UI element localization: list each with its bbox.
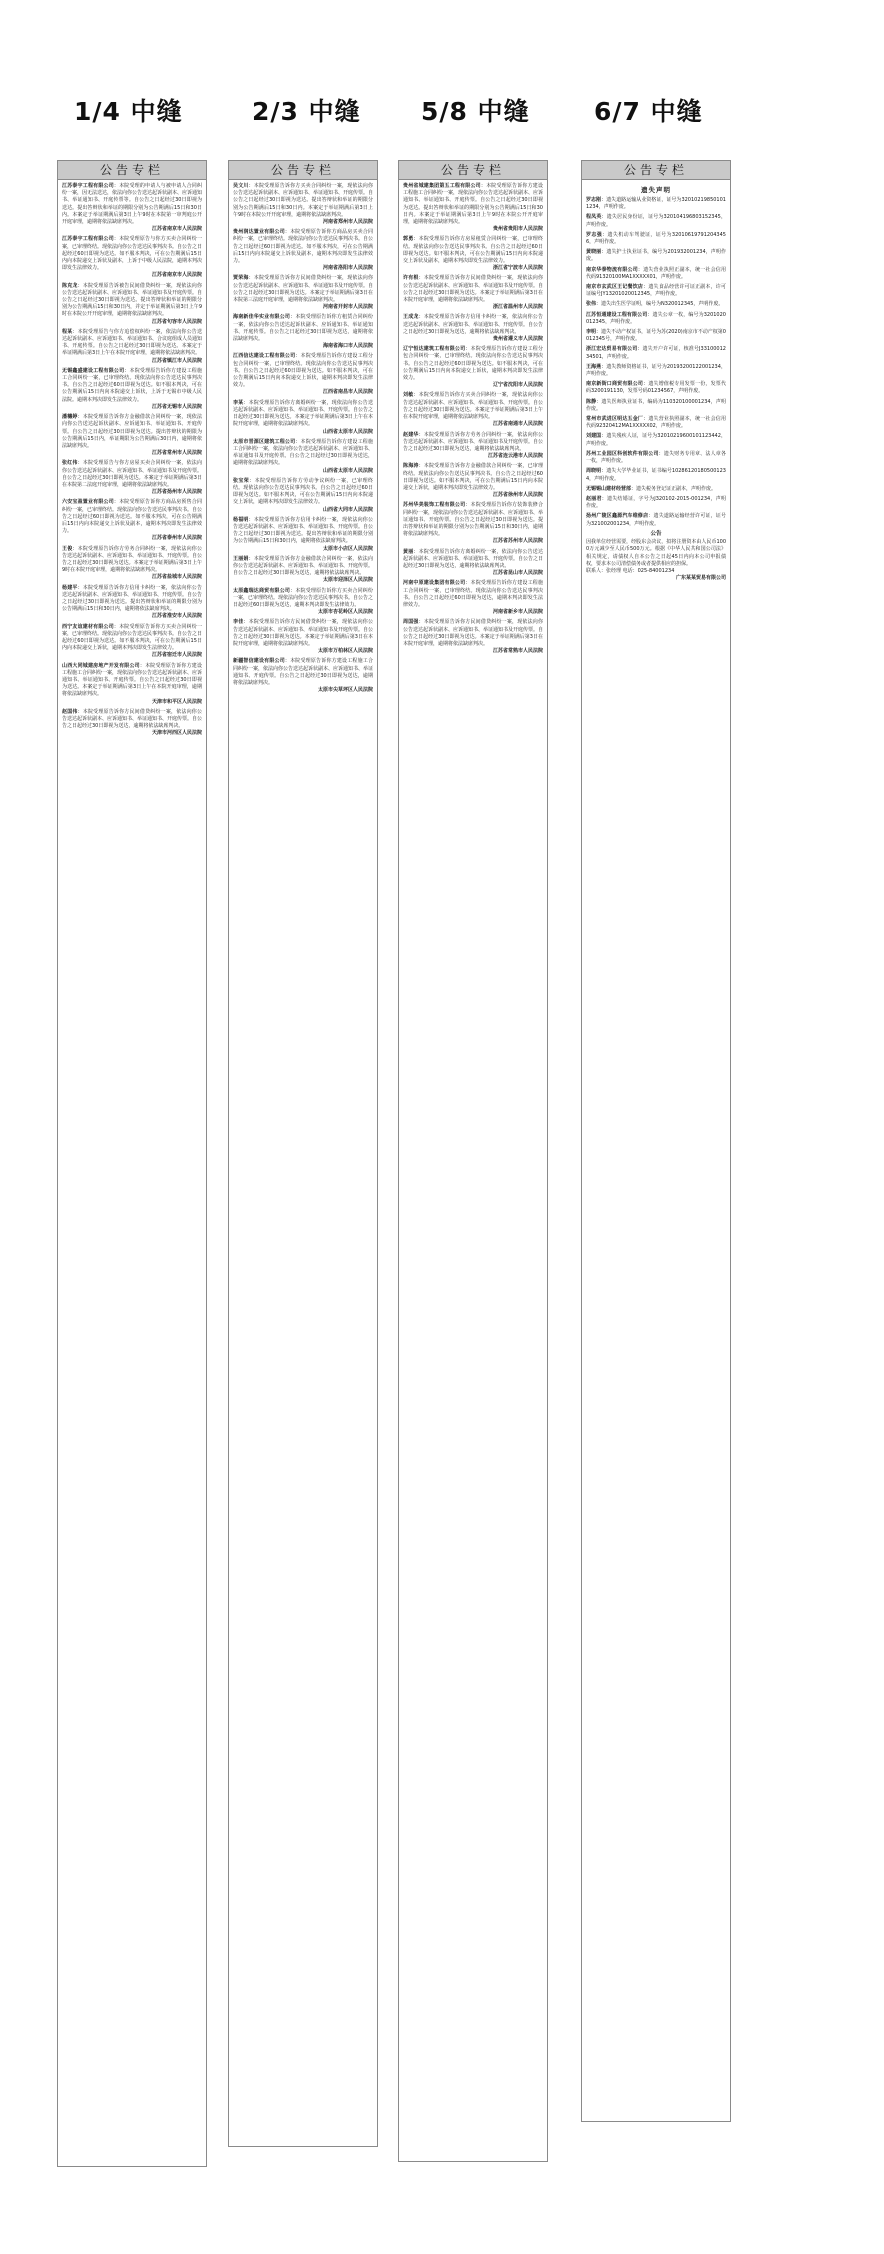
notice-signature: 河南省郑州市人民法院 bbox=[322, 219, 373, 226]
notice-separator: ： bbox=[72, 328, 78, 335]
court-notice bbox=[586, 364, 726, 378]
notice-column-4 bbox=[581, 160, 731, 2122]
court-notice bbox=[586, 496, 726, 510]
notice-recipient: 刘建国 bbox=[586, 433, 602, 440]
notice-separator: ： bbox=[643, 381, 649, 388]
notice-text: 本院受理原告诉你方离婚纠纷一案，现依法向你公告送达起诉状副本、应诉通知书、举证通知书、开庭传票。自公告之日起经过30日即视为送达。本案定于举证期满后第3日上午在本院开庭审理，逾期将依法缺席判决。 bbox=[233, 399, 374, 428]
notice-separator: ： bbox=[113, 623, 120, 630]
notice-text: 本院受理原告诉你方商品房预售合同纠纷一案，已审理终结。现依法向你公告送达民事判决书。自公告之日起经过60日即视为送达。如不服本判决，可在公告期满后15日内向本院递交上诉状及副本，逾期本判决即发生法律效力。 bbox=[62, 499, 203, 535]
notice-title: 公告 bbox=[650, 530, 662, 537]
notice-text: 本院受理原告诉你方信用卡纠纷一案，依法向你公告送达起诉状副本、应诉通知书、举证通知书、开庭传票。自公告之日起经过30日即视为送达，逾期将依法缺席判决。 bbox=[403, 314, 544, 335]
notice-text: 本院受理原告诉你方建设工程施工合同纠纷一案，依法向你公告送达起诉状副本、应诉通知书、举证通知书及开庭传票。自公告之日起经过30日即视为送达，逾期将依法缺席判决。 bbox=[233, 438, 374, 467]
notice-text: 本院受理原告诉你方民间借贷纠纷一案，现依法向你公告送达起诉状副本、应诉通知书、举证通知书及开庭传票。自公告之日起经过30日即视为送达。本案定于举证期满后第3日在本院开庭审理，逾期将依法缺席判决。 bbox=[233, 619, 374, 647]
court-notice bbox=[233, 400, 373, 436]
notice-column-2 bbox=[228, 160, 378, 2147]
notice-signature: 河南省开封市人民法院 bbox=[322, 304, 373, 311]
court-notice bbox=[233, 478, 373, 514]
notice-recipient: 六安宝盈置业有限公司 bbox=[62, 499, 114, 506]
notice-separator: ： bbox=[602, 231, 608, 238]
notice-recipient: 潘穗婷 bbox=[62, 414, 78, 421]
column-header: 公告专栏 bbox=[229, 161, 377, 180]
notice-recipient: 周晓明 bbox=[586, 468, 602, 475]
notice-text: 本院受理原告诉你方买卖合同纠纷一案，已审理终结。现依法向你公告送达民事判决书。自公告之日起经过60日即视为送达，逾期本判决即发生法律效力。 bbox=[233, 587, 374, 608]
notice-recipient: 山西大同城建房地产开发有限公司 bbox=[62, 662, 140, 669]
court-notice bbox=[586, 249, 726, 263]
notice-recipient: 无锡鑫盛建设工程有限公司 bbox=[62, 367, 125, 374]
notice-recipient: 罗志刚 bbox=[586, 197, 602, 203]
notice-signature: 江苏省常熟市人民法院 bbox=[492, 648, 543, 655]
notice-separator: ： bbox=[631, 485, 637, 492]
notice-recipient: 张红伟 bbox=[62, 460, 78, 467]
notice-text: 本院受理原告诉你方民间借贷纠纷一案，依法向你公告送达起诉状副本、应诉通知书、举证通知书、开庭传票。自公告之日起经过30日即视为送达，逾期将依法缺席判决。 bbox=[62, 708, 203, 730]
notice-text: 本院受理原告诉你方建设工程施工合同纠纷一案，已审理终结。现依法向你公告送达民事判决书。自公告之日起经过60日即视为送达，逾期本判决即发生法律效力。 bbox=[403, 580, 543, 608]
notice-text: 遗失大学毕业证书，证书编号102861201805001234，声明作废。 bbox=[586, 468, 726, 482]
notice-signature: 江苏省无锡市人民法院 bbox=[151, 403, 202, 410]
notice-text: 遗失开户许可证，核准号J3310001234501，声明作废。 bbox=[586, 346, 726, 360]
notice-text: 遗失教师资格证书，证号为20193200122001234，声明作废。 bbox=[586, 363, 726, 378]
court-notice bbox=[403, 502, 543, 545]
notice-separator: ： bbox=[601, 495, 607, 502]
notice-recipient: 王海燕 bbox=[586, 363, 602, 370]
notice-text: 本院受理原告诉你方建设工程施工合同纠纷一案，现依法向你公告送达起诉状副本、应诉通知书、举证通知书、开庭传票。自公告之日起经过30日即视为送达。本案定于举证期满后第3日上午在本院开庭审理，逾期将依法缺席判决。 bbox=[62, 662, 203, 698]
notice-recipient: 吴文川 bbox=[233, 183, 249, 189]
notice-text: 遗失道路运输经营许可证，证号为321002001234，声明作废。 bbox=[586, 513, 726, 527]
court-notice bbox=[62, 329, 202, 365]
notice-recipient: 许有根 bbox=[403, 275, 419, 282]
notice-text: 本院受理原告诉你方信用卡纠纷一案，依法向你公告送达起诉状副本、应诉通知书、举证通知书、开庭传票。自公告之日起经过30日即视为送达。提出答辩状和举证的期限分别为公告期满后15日和30日内，逾期将依法缺席判决。 bbox=[62, 584, 203, 613]
court-notice bbox=[403, 275, 543, 311]
court-notice bbox=[586, 513, 726, 527]
notice-signature: 江苏省常州市人民法院 bbox=[151, 450, 202, 457]
notice-separator: ： bbox=[113, 499, 120, 506]
notice-signature: 河南省洛阳市人民法院 bbox=[322, 265, 373, 272]
notice-recipient: 江苏恒通建设工程有限公司 bbox=[586, 311, 648, 318]
notice-text: 本院受理原告与你方买卖合同纠纷一案，已审理终结。现依法向你公告送达民事判决书。自公告之日起经过60日即视为送达。如不服本判决，可在公告期满后15日内向本院递交上诉状及副本，上诉于中级人民法院，逾期本判决即发生法律效力。 bbox=[62, 236, 203, 272]
notice-recipient: 南京华泰物流有限公司 bbox=[586, 266, 638, 273]
notice-separator: ： bbox=[284, 658, 291, 665]
notice-separator: ： bbox=[601, 468, 607, 475]
notice-signature: 太原市小店区人民法院 bbox=[322, 545, 373, 552]
notice-text: 遗失不动产权证书，证号为苏(2020)南京市不动产权第0012345号，声明作废。 bbox=[586, 329, 726, 343]
notice-separator: ： bbox=[596, 398, 602, 405]
notice-recipient: 杨建平 bbox=[62, 584, 78, 591]
notice-separator: ： bbox=[243, 619, 249, 626]
notice-separator: ： bbox=[248, 275, 254, 282]
notice-recipient: 刘敏 bbox=[403, 392, 414, 399]
notice-text: 本院受理原告诉你方建设工程施工合同纠纷一案，现依法向你公告送达起诉状副本、应诉通知书、举证通知书、开庭传票。自公告之日起经过30日即视为送达。提出答辩状和举证的期限分别为公告期满后15日和30日内。本案定于举证期满后第3日上午9时在本院公开开庭审理，逾期将依法缺席判决。 bbox=[403, 183, 544, 226]
notice-separator: ： bbox=[248, 183, 254, 189]
notice-recipient: 陈海涛 bbox=[403, 463, 419, 470]
court-notice bbox=[62, 460, 202, 496]
notice-recipient: 江西信达建设工程有限公司 bbox=[233, 353, 296, 360]
notice-text: 本院受理原告诉你方建设工程分包合同纠纷一案，已审理终结。现依法向你公告送达民事判决书。自公告之日起经过60日即视为送达。如不服本判决，可在公告期满后15日内向本院递交上诉状，逾期本判决即发生法律效力。 bbox=[233, 353, 373, 389]
notice-text: 遗失公章一枚，编号为3201020012345，声明作废。 bbox=[586, 311, 726, 325]
court-notice bbox=[403, 619, 543, 655]
court-notice bbox=[62, 709, 202, 738]
notice-signature: 太原市迎泽区人民法院 bbox=[322, 577, 373, 584]
court-notice bbox=[586, 301, 726, 308]
court-notice bbox=[233, 183, 373, 226]
court-notice bbox=[233, 439, 373, 475]
notice-text: 遗失出生医学证明，编号为N320012345，声明作废。 bbox=[601, 301, 724, 308]
notice-text: 本院受理原告诉你方信用卡纠纷一案，现依法向你公告送达起诉状副本、应诉通知书、举证通知书、开庭传票。自公告之日起经过30日即视为送达。提出答辩状和举证的期限分别为公告期满后15日和30日内，逾期将依法缺席判决。 bbox=[233, 516, 374, 545]
notice-text: 本院受理原告诉你方金融借款合同纠纷一案，已审理终结。现依法向你公告送达民事判决书。自公告之日起经过60日即视为送达。如不服本判决，可在公告期满后15日内向本院递交上诉状，逾期本判决即发生法律效力。 bbox=[403, 463, 543, 491]
notice-recipient: 新疆智信建设有限公司 bbox=[233, 658, 285, 665]
notice-contact: 联系人：张经理 电话：025-84001234 bbox=[586, 568, 675, 575]
notice-text: 本院受理原告诉你方金融借款合同纠纷一案，现依法向你公告送达起诉状副本、应诉通知书、举证通知书、开庭传票。自公告之日起经过30日即视为送达。提出答辩状的期限为公告期满后15日内，举证期限为公告期满后30日内，逾期将依法缺席判决。 bbox=[62, 414, 202, 449]
court-notice bbox=[233, 517, 373, 553]
notice-signature: 江苏省昆山市人民法院 bbox=[492, 570, 543, 577]
court-notice bbox=[233, 556, 373, 585]
notice-separator: ： bbox=[637, 266, 644, 273]
court-notice bbox=[586, 416, 726, 430]
notice-column-1 bbox=[57, 160, 207, 2167]
notice-text: 本院受理原告诉被告民间借贷纠纷一案，现依法向你公告送达起诉状副本、应诉通知书、举证通知书及开庭传票。自公告之日起经过30日即视为送达。提出答辩状和举证的期限分别为公告期满后15日和30日内，并定于举证期满后第3日上午9时在本院公开开庭审理，逾期将依法缺席判决。 bbox=[62, 282, 203, 318]
notice-separator: ： bbox=[418, 619, 424, 626]
notice-text: 本院受理原告诉你方劳动争议纠纷一案，已审理终结。现依法向你公告送达民事判决书。自公告之日起经过60日即视为送达。如不服本判决，可在公告期满后15日内向本院递交上诉状，逾期本判决即发生法律效力。 bbox=[233, 477, 373, 506]
notice-separator: ： bbox=[248, 555, 254, 562]
notice-signature: 天津市河西区人民法院 bbox=[151, 730, 202, 737]
notice-text: 本院受理原告诉你方租赁合同纠纷一案，依法向你公告送达起诉状副本、应诉通知书、举证通知书、开庭传票。自公告之日起经过30日即视为送达，逾期将依法缺席判决。 bbox=[233, 314, 373, 343]
court-notice bbox=[62, 624, 202, 660]
notice-separator: ： bbox=[465, 502, 471, 509]
court-notice bbox=[233, 658, 373, 694]
notice-signature: 江苏省淮安市人民法院 bbox=[151, 613, 202, 620]
notice-text: 本院受理原告诉你方买卖合同纠纷一案，现依法向你公告送达起诉状副本、应诉通知书、举证通知书、开庭传票。自公告之日起经过30日即视为送达。本案定于举证期满后第3日上午在本院开庭审理，逾期将依法缺席判决。 bbox=[403, 392, 544, 421]
notice-recipient: 张宝荣 bbox=[233, 477, 250, 484]
notice-separator: ： bbox=[77, 282, 83, 289]
notice-separator: ： bbox=[418, 463, 424, 470]
notice-separator: ： bbox=[139, 662, 146, 669]
court-notice bbox=[403, 463, 543, 499]
notice-text: 本院受理原告诉你方商品房买卖合同纠纷一案，已审理终结。现依法向你公告送达民事判决书。自公告之日起经过60日即视为送达。如不服本判决，可在公告期满后15日内向本院递交上诉状及副本，逾期本判决即发生法律效力。 bbox=[233, 229, 374, 265]
notice-separator: ： bbox=[601, 197, 607, 203]
notice-separator: ： bbox=[637, 346, 643, 353]
notice-separator: ： bbox=[418, 275, 424, 282]
notice-signature: 江苏省句容市人民法院 bbox=[151, 318, 202, 325]
notice-signature: 江苏省徐州市人民法院 bbox=[492, 492, 543, 499]
notice-signature: 江苏省苏州市人民法院 bbox=[492, 538, 543, 545]
notice-text: 本院受理原告诉你方买卖合同纠纷一案，现依法向你公告送达起诉状副本、应诉通知书、举证通知书、开庭传票。自公告之日起经过30日即视为送达。提出答辩状和举证的期限分别为公告期满后15日和30日内。本案定于举证期满后第3日上午9时在本院公开开庭审理，逾期将依法缺席判决。 bbox=[233, 183, 374, 218]
notice-signature: 江苏省泰州市人民法院 bbox=[151, 535, 202, 542]
court-notice bbox=[586, 451, 726, 465]
column-body bbox=[229, 180, 377, 703]
notice-separator: ： bbox=[601, 249, 607, 256]
court-notice bbox=[586, 399, 726, 413]
notice-signature: 浙江省温州市人民法院 bbox=[492, 304, 543, 311]
court-notice bbox=[403, 549, 543, 578]
notice-signature: 贵州省贵阳市人民法院 bbox=[492, 226, 543, 233]
notice-recipient: 西宁友谊建材有限公司 bbox=[62, 623, 114, 630]
notice-text: 本院受理原告诉你方建设工程施工合同纠纷一案，依法向你公告送达起诉状副本、应诉通知书、举证通知书、开庭传票。自公告之日起经过30日即视为送达，逾期将依法缺席判决。 bbox=[233, 658, 374, 686]
notice-signature: 河南省新乡市人民法院 bbox=[492, 609, 543, 616]
court-notice bbox=[62, 414, 202, 457]
notice-separator: ： bbox=[647, 311, 653, 318]
notice-signature: 太原市尖草坪区人民法院 bbox=[317, 687, 373, 694]
notice-text: 遗失残疾人证，证号为32010219600101123442，声明作废。 bbox=[586, 433, 726, 447]
court-notice bbox=[233, 275, 373, 311]
court-notice bbox=[62, 368, 202, 411]
notice-text: 本院受理原告诉你方金融借款合同纠纷一案，依法向你公告送达起诉状副本、应诉通知书、举证通知书、开庭传票。自公告之日起经过30日即视为送达，逾期将依法缺席判决。 bbox=[233, 555, 374, 577]
court-notice bbox=[586, 232, 726, 246]
notice-separator: ： bbox=[465, 580, 471, 587]
notice-recipient: 陈克龙 bbox=[62, 282, 78, 289]
court-notice bbox=[586, 486, 726, 493]
notice-recipient: 贵州省城建集团第五工程有限公司 bbox=[403, 183, 481, 189]
notice-signature: 江西省南昌市人民法院 bbox=[322, 389, 373, 396]
notice-recipient: 程某 bbox=[62, 328, 73, 335]
notice-recipient: 无锡锡山建材经营部 bbox=[586, 485, 632, 492]
notice-signature: 广东某某贸易有限公司 bbox=[675, 575, 726, 582]
notice-text: 遗失居民身份证，证号为320104196803152345，声明作废。 bbox=[586, 214, 726, 228]
notice-recipient: 浙江宏达贸易有限公司 bbox=[586, 346, 638, 353]
notice-text: 本院受理原告诉你方装饰装修合同纠纷一案，现依法向你公告送达起诉状副本、应诉通知书、举证通知书、开庭传票。自公告之日起经过30日即视为送达。提出答辩状和举证的期限分别为公告期满后15日和30日内，逾期将依法缺席判决。 bbox=[403, 502, 544, 538]
court-notice bbox=[586, 267, 726, 281]
notice-separator: ： bbox=[113, 183, 120, 189]
notice-text: 本院受理原告诉你方劳务合同纠纷一案，现依法向你公告送达起诉状副本、应诉通知书、举证通知书、开庭传票。自公告之日起经过30日即视为送达。本案定于举证期满后第3日上午9时在本院开庭审理，逾期将依法缺席判决。 bbox=[62, 545, 203, 574]
notice-text: 本院受理原告与你方房屋买卖合同纠纷一案，依法向你公告送达起诉状副本、应诉通知书、举证通知书及开庭传票。自公告之日起经过30日即视为送达。本案定于举证期满后第3日在本院第二法庭开庭审理，逾期将依法缺席判决。 bbox=[62, 460, 203, 488]
notice-separator: ： bbox=[413, 236, 419, 243]
notice-separator: ： bbox=[413, 392, 419, 399]
court-notice bbox=[233, 353, 373, 396]
notice-signature: 辽宁省沈阳市人民法院 bbox=[492, 382, 543, 389]
court-notice bbox=[233, 229, 373, 272]
notice-signature: 江苏省盐城市人民法院 bbox=[151, 574, 202, 581]
notice-recipient: 赵国伟 bbox=[62, 708, 78, 715]
notice-text: 本院受理原告诉你方建设工程施工合同纠纷一案，已审理终结。现依法向你公告送达民事判决书。自公告之日起经过60日即视为送达。如不服本判决，可在公告期满后15日内向本院递交上诉状，上诉于无锡市中级人民法院。逾期本判决即发生法律效力。 bbox=[62, 367, 202, 403]
notice-recipient: 罗志强 bbox=[586, 231, 603, 238]
court-notice bbox=[233, 314, 373, 350]
court-notice bbox=[586, 214, 726, 228]
notice-recipient: 郭勇 bbox=[403, 236, 414, 243]
notice-text: 遗失营业执照正副本，统一社会信用代码91320100MA1XXXXX01，声明作废。 bbox=[586, 266, 726, 280]
notice-separator: ： bbox=[243, 399, 249, 406]
court-notice bbox=[403, 432, 543, 461]
heading-col-1: 1/4 中缝 bbox=[74, 97, 183, 126]
notice-separator: ： bbox=[77, 414, 83, 421]
notice-recipient: 江苏泰宇工程有限公司 bbox=[62, 183, 114, 189]
notice-separator: ： bbox=[77, 460, 83, 467]
notice-recipient: 贾荣海 bbox=[233, 275, 249, 282]
court-notice bbox=[586, 346, 726, 360]
notice-recipient: 王成龙 bbox=[403, 314, 419, 321]
notice-recipient: 李明 bbox=[586, 329, 597, 336]
notice-recipient: 陈静 bbox=[586, 398, 597, 405]
court-notice bbox=[62, 499, 202, 542]
notice-text: 本院受理原告诉你方民间借贷纠纷一案，现依法向你公告送达起诉状副本、应诉通知书、举证通知书及开庭传票。自公告之日起经过30日即视为送达。本案定于举证期满后第3日在本院第三法庭开庭审理，逾期将依法缺席判决。 bbox=[233, 275, 374, 304]
heading-col-3: 5/8 中缝 bbox=[421, 97, 530, 126]
court-notice bbox=[233, 588, 373, 617]
notice-text: 遗失财务专用章、法人章各一枚，声明作废。 bbox=[586, 450, 726, 465]
notice-recipient: 周国强 bbox=[403, 619, 419, 626]
notice-separator: ： bbox=[596, 301, 602, 308]
notice-separator: ： bbox=[413, 548, 419, 555]
notice-text: 本院受理原告诉你方房屋租赁合同纠纷一案，已审理终结。现依法向你公告送达民事判决书。自公告之日起经过60日即视为送达。如不服本判决，可在公告期满后15日内向本院递交上诉状及副本，逾期本判决即发生法律效力。 bbox=[403, 236, 543, 265]
court-notice bbox=[62, 236, 202, 279]
notice-text: 本院受理原告诉你方劳务合同纠纷一案，依法向你公告送达起诉状副本、应诉通知书、举证通知书及开庭传票。自公告之日起经过30日即视为送达，逾期将依法缺席判决。 bbox=[403, 431, 544, 452]
notice-separator: ： bbox=[601, 214, 607, 221]
column-header: 公告专栏 bbox=[582, 161, 730, 180]
court-notice bbox=[586, 433, 726, 447]
lost-notice-list bbox=[586, 197, 726, 528]
court-notice bbox=[586, 284, 726, 298]
notice-text: 遗失医师执业证书，编码为110320100001234，声明作废。 bbox=[586, 398, 726, 412]
court-notice bbox=[403, 236, 543, 272]
court-notice bbox=[586, 312, 726, 326]
notice-recipient: 海南新佳华实业有限公司 bbox=[233, 314, 291, 321]
notice-recipient: 程凤英 bbox=[586, 214, 602, 221]
notice-signature: 江苏省连云港市人民法院 bbox=[487, 453, 543, 460]
notice-separator: ： bbox=[77, 708, 83, 715]
column-body bbox=[582, 180, 730, 591]
notice-signature: 江苏省镇江市人民法院 bbox=[151, 357, 202, 364]
column-header: 公告专栏 bbox=[399, 161, 547, 180]
notice-recipient: 南京市玄武区王记餐饮店 bbox=[586, 284, 644, 291]
court-notice bbox=[62, 546, 202, 582]
court-notice bbox=[586, 381, 726, 395]
court-notice bbox=[62, 283, 202, 326]
notice-text: 因我单位经营需要，经股东会决议，拟将注册资本由人民币1000万元减少至人民币500万元。根据《中华人民共和国公司法》相关规定，请债权人自本公告之日起45日内向本公司申报债权，要求本公司清偿债务或者提供相应的担保。 bbox=[586, 539, 726, 567]
notice-separator: ： bbox=[72, 545, 78, 552]
notice-separator: ： bbox=[113, 236, 120, 243]
notice-recipient: 赵丽君 bbox=[586, 495, 602, 502]
column-body bbox=[399, 180, 547, 664]
notice-recipient: 辽宁恒达建筑工程有限公司 bbox=[403, 346, 466, 353]
court-notice bbox=[403, 392, 543, 428]
court-notice bbox=[586, 197, 726, 211]
court-notice bbox=[233, 619, 373, 655]
notice-separator: ： bbox=[290, 314, 296, 321]
notice-separator: ： bbox=[480, 183, 487, 189]
notice-recipient: 王丽娟 bbox=[233, 555, 249, 562]
capital-reduction-notice bbox=[586, 539, 726, 582]
notice-recipient: 贵州润达置业有限公司 bbox=[233, 229, 285, 236]
notice-text: 遗失机动车驾驶证，证号为320106197912043456，声明作废。 bbox=[586, 231, 726, 246]
court-notice bbox=[403, 183, 543, 233]
notice-signature: 山西省大同市人民法院 bbox=[322, 506, 373, 513]
notice-recipient: 江苏泰宇工程有限公司 bbox=[62, 236, 114, 243]
notice-signature: 天津市和平区人民法院 bbox=[151, 698, 202, 705]
notice-recipient: 苏州工业园区科创软件有限公司 bbox=[586, 450, 659, 457]
notice-signature: 江苏省南京市人民法院 bbox=[151, 272, 202, 279]
notice-separator: ： bbox=[295, 438, 301, 445]
notice-recipient: 南京新街口商贸有限公司 bbox=[586, 381, 644, 388]
court-notice bbox=[586, 468, 726, 482]
notice-signature: 山西省太原市人民法院 bbox=[322, 428, 373, 435]
notice-text: 本院受理原告与你方追偿权纠纷一案，依法向你公告送达起诉状副本、应诉通知书、举证通知书、合议庭组成人员通知书、开庭传票。自公告之日起经过30日即视为送达。本案定于举证期满后第3日上午在本院开庭审理，逾期将依法缺席判决。 bbox=[62, 328, 203, 357]
notice-separator: ： bbox=[418, 431, 424, 438]
notice-separator: ： bbox=[596, 329, 602, 336]
notice-separator: ： bbox=[648, 513, 654, 520]
notice-separator: ： bbox=[418, 314, 424, 321]
court-notice bbox=[62, 183, 202, 233]
notice-recipient: 黄丽 bbox=[403, 548, 414, 555]
court-notice bbox=[403, 314, 543, 343]
notice-signature: 江苏省南京市人民法院 bbox=[151, 226, 202, 233]
notice-recipient: 赵建华 bbox=[403, 431, 419, 438]
court-notice bbox=[403, 346, 543, 389]
heading-col-4: 6/7 中缝 bbox=[594, 97, 703, 126]
notice-recipient: 苏州华美装饰工程有限公司 bbox=[403, 502, 466, 509]
notice-signature: 江苏省扬州市人民法院 bbox=[151, 489, 202, 496]
notice-signature: 海南省海口市人民法院 bbox=[322, 343, 373, 350]
notice-text: 遗失营业执照副本，统一社会信用代码92320412MA1XXXXX02，声明作废。 bbox=[586, 416, 726, 430]
notice-text: 本院受理原告诉你方买卖合同纠纷一案，已审理终结。现依法向你公告送达民事判决书。自公告之日起经过60日即视为送达。如不服本判决，可在公告期满后15日内向本院递交上诉状，逾期本判决即发生法律效力。 bbox=[62, 623, 203, 652]
notice-recipient: 太原鑫瑞达商贸有限公司 bbox=[233, 587, 291, 594]
notice-recipient: 杨福明 bbox=[233, 516, 249, 523]
heading-col-2: 2/3 中缝 bbox=[252, 97, 361, 126]
court-notice bbox=[62, 585, 202, 621]
court-notice bbox=[586, 329, 726, 343]
notice-text: 遗失税务登记证正副本，声明作废。 bbox=[636, 485, 717, 492]
notice-text: 本院受理原告诉你方民间借贷纠纷一案，现依法向你公告送达起诉状副本、应诉通知书、举证通知书及开庭传票。自公告之日起经过30日即视为送达。本案定于举证期满后第3日在本院开庭审理，逾期将依法缺席判决。 bbox=[403, 619, 544, 647]
notice-signature: 太原市万柏林区人民法院 bbox=[317, 648, 373, 655]
notice-recipient: 扬州广陵区鑫源汽车维修店 bbox=[586, 513, 649, 520]
notice-signature: 贵州省遵义市人民法院 bbox=[492, 336, 543, 343]
notice-text: 遗失护士执业证书，编号为201932001234，声明作废。 bbox=[586, 249, 726, 263]
notice-recipient: 张伟 bbox=[586, 301, 597, 308]
notice-separator: ： bbox=[284, 229, 291, 236]
notice-recipient: 河南中原建设集团有限公司 bbox=[403, 580, 466, 587]
notice-signature: 山西省太原市人民法院 bbox=[322, 467, 373, 474]
notice-recipient: 常州市武进区明达五金厂 bbox=[586, 416, 644, 423]
notice-separator: ： bbox=[295, 353, 301, 360]
notice-recipient: 李某 bbox=[233, 399, 244, 406]
notice-separator: ： bbox=[601, 433, 607, 440]
notice-text: 本院受理原告诉你方建设工程分包合同纠纷一案，已审理终结。现依法向你公告送达民事判决书。自公告之日起经过60日即视为送达。如不服本判决，可在公告期满后15日内向本院递交上诉状，逾期本判决即发生法律效力。 bbox=[403, 346, 543, 382]
notice-separator: ： bbox=[249, 477, 255, 484]
notice-separator: ： bbox=[643, 284, 649, 291]
notice-separator: ： bbox=[643, 416, 649, 423]
notice-separator: ： bbox=[124, 367, 130, 374]
notice-signature: 浙江省宁波市人民法院 bbox=[492, 265, 543, 272]
notice-text: 遗失结婚证，字号为J320102-2015-001234，声明作废。 bbox=[586, 495, 726, 510]
notice-recipient: 黄晓丽 bbox=[586, 249, 602, 256]
column-body bbox=[58, 180, 206, 747]
notice-text: 遗失增值税专用发票一份，发票代码3200191130，发票号码01234567，声明作废。 bbox=[586, 381, 726, 395]
notice-text: 本院受理的申请人与被申请人合同纠纷一案，因无法送达，依法向你公告送达起诉状副本、应诉通知书、举证通知书、开庭传票等。自公告之日起经过30日即视为送达。提出答辩状和举证的期限分别为公告期满后15日和30日内。本案定于举证期满后第3日上午9时在本院第一审判庭公开开庭审理，逾期将依法缺席判决。 bbox=[62, 183, 203, 226]
notice-separator: ： bbox=[248, 516, 254, 523]
notice-separator: ： bbox=[290, 587, 296, 594]
notice-text: 本院受理原告诉你方离婚纠纷一案，依法向你公告送达起诉状副本、应诉通知书、举证通知书、开庭传票。自公告之日起经过30日即视为送达，逾期将依法缺席判决。 bbox=[403, 548, 544, 569]
notice-column-3 bbox=[398, 160, 548, 2162]
notice-signature: 江苏省南通市人民法院 bbox=[492, 421, 543, 428]
notice-recipient: 李佳 bbox=[233, 619, 244, 626]
notice-separator: ： bbox=[77, 584, 83, 591]
notice-text: 遗失道路运输从业资格证，证号为320102198501011234，声明作废。 bbox=[586, 197, 726, 211]
notice-separator: ： bbox=[658, 450, 664, 457]
notice-separator: ： bbox=[601, 363, 607, 370]
notice-text: 本院受理原告诉你方民间借贷纠纷一案，现依法向你公告送达起诉状副本、应诉通知书、举证通知书及开庭传票。自公告之日起经过30日即视为送达。本案定于举证期满后第3日在本院开庭审理，逾期将依法缺席判决。 bbox=[403, 275, 544, 304]
court-notice bbox=[62, 663, 202, 706]
notice-signature: 太原市杏花岭区人民法院 bbox=[317, 609, 373, 616]
notice-recipient: 太原市晋源区建筑工程公司 bbox=[233, 438, 296, 445]
notice-recipient: 王俊 bbox=[62, 545, 73, 552]
notice-text: 遗失食品经营许可证正副本，许可证编号JY13201020012345，声明作废。 bbox=[586, 284, 726, 298]
column-header: 公告专栏 bbox=[58, 161, 206, 180]
notice-separator: ： bbox=[465, 346, 471, 353]
section-title-lost-notices: 遗失声明 bbox=[641, 186, 671, 194]
court-notice bbox=[403, 580, 543, 616]
notice-signature: 江苏省宿迁市人民法院 bbox=[151, 652, 202, 659]
